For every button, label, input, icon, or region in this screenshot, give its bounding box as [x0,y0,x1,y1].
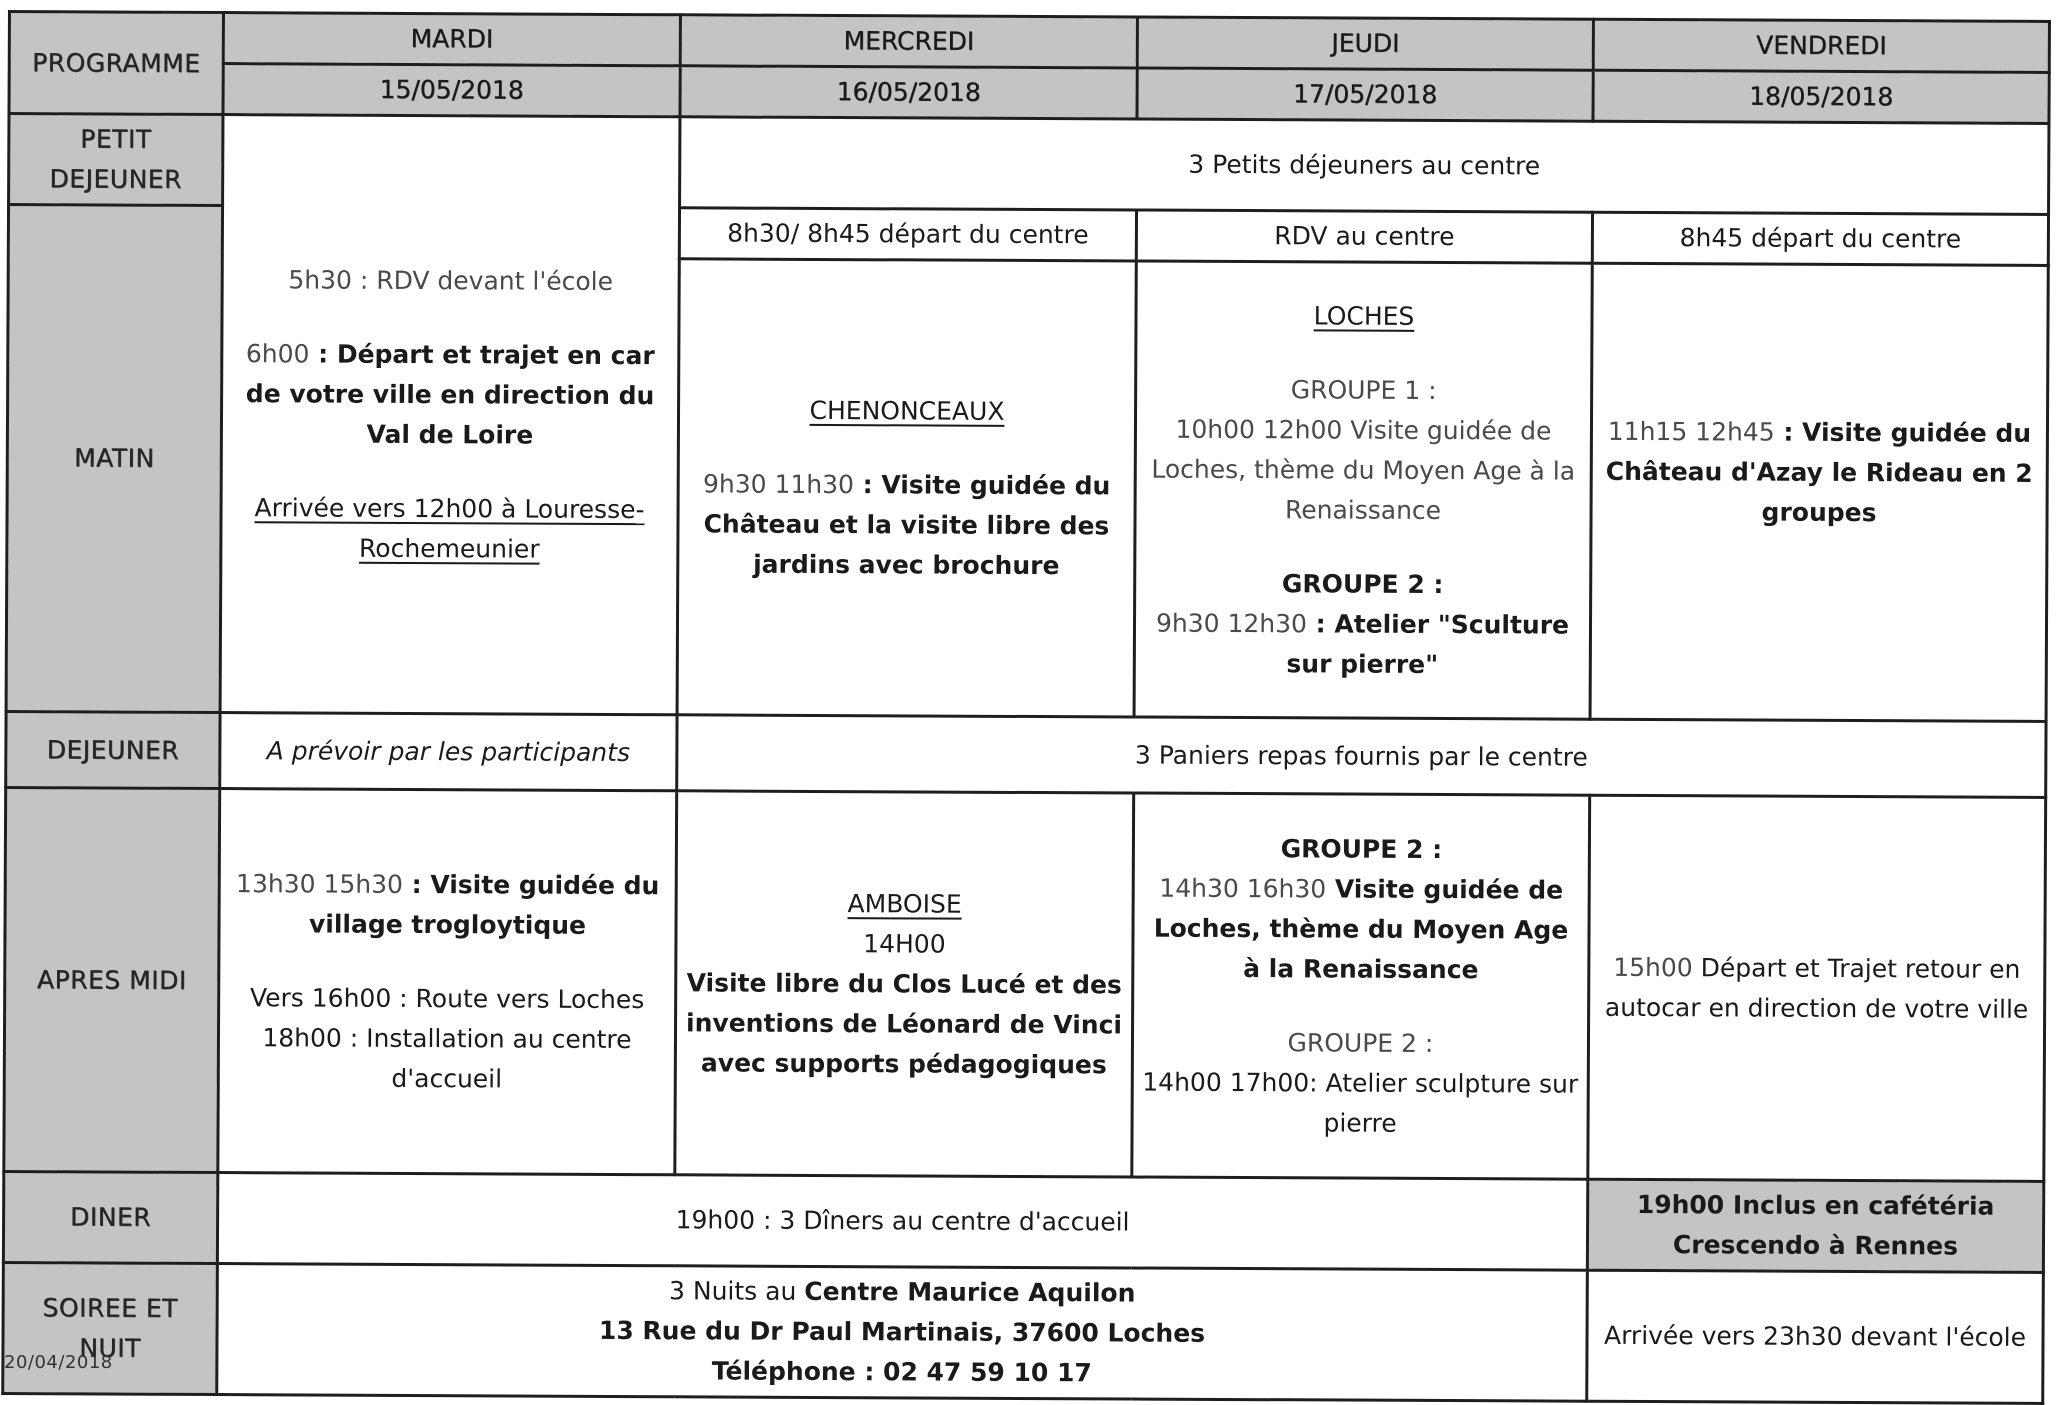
phone-number: 02 47 59 10 17 [883,1357,1092,1388]
soiree-merged-cell [217,1264,1588,1402]
mercredi-matin-cell [677,259,1136,717]
jeudi-am-groupe2-text: Visite guidée de Loches, thème du Moyen Age à la Renaissance [1153,873,1569,984]
matin-label: MATIN [73,443,155,473]
apres-midi-label: APRES MIDI [36,964,187,995]
jeudi-groupe1-text: 10h00 12h00 Visite guidée de Loches, thème du Moyen Age à la Renaissance [1151,414,1576,525]
day-name-vendredi: VENDREDI [1593,19,2049,72]
soiree-nuits [227,1269,1578,1316]
mardi-rdv: 5h30 : RDV devant l'école [288,264,614,296]
jeudi-subheader: RDV au centre [1136,210,1592,263]
mardi-depart [246,339,655,449]
petit-dejeuner-label-line1: PETIT [80,124,152,154]
programme-label: PROGRAMME [31,47,201,78]
mardi-route: Vers 16h00 : Route vers Loches [249,982,645,1014]
jeudi-am-groupe2-label: GROUPE 2 : [1280,833,1443,864]
vendredi-matin-cell [1590,263,2048,721]
row-label-matin [6,205,222,713]
jeudi-am-groupe2b-text: 14h00 17h00: Atelier sculpture sur pierre [1142,1067,1579,1138]
day-date-mardi: 15/05/2018 [223,64,680,117]
day-name-mardi: MARDI [223,13,680,66]
mercredi-matin-text: : Visite guidée du Château et la visite libre des jardins avec brochure [703,469,1111,580]
jeudi-am-groupe2-visit [1154,873,1569,984]
vendredi-subheader: 8h45 départ du centre [1592,212,2048,265]
diner-merged-cell: 19h00 : 3 Dîners au centre d'accueil [217,1173,1587,1271]
vendredi-apres-midi-trip [1605,952,2029,1023]
amboise-time: 14H00 [863,928,946,959]
petit-dejeuner-label-line2: DEJEUNER [49,164,182,194]
programme-header-cell [9,12,223,115]
mardi-matin-cell [220,115,680,715]
row-label-petit-dejeuner [9,114,223,206]
row-label-apres-midi [4,787,220,1172]
dejeuner-merged-cell: 3 Paniers repas fournis par le centre [677,715,2046,798]
programme-table [1,10,2051,1405]
mardi-dejeuner-cell: A prévoir par les participants [220,713,677,791]
vendredi-matin-visit [1606,416,2033,526]
mardi-depart-text: : Départ et trajet en car de votre ville en direction du Val de Loire [245,338,655,450]
vendredi-apres-midi-time: 15h00 [1613,952,1693,982]
mardi-depart-time: 6h00 [245,338,310,368]
jeudi-apres-midi-cell [1132,793,1590,1179]
jeudi-am-groupe2-time: 14h30 16h30 [1159,873,1327,903]
jeudi-groupe2-text: : Atelier "Sculture sur pierre" [1286,608,1570,679]
soiree-label-line1: SOIREE ET [42,1293,178,1323]
jeudi-am-groupe2b-label: GROUPE 2 : [1287,1027,1434,1058]
centre-address: 13 Rue du Dr Paul Martinais, 37600 Loches [598,1315,1206,1348]
mercredi-apres-midi-cell [675,791,1134,1177]
mercredi-subheader: 8h30/ 8h45 départ du centre [679,208,1136,261]
loches-title: LOCHES [1313,300,1415,331]
mardi-apres-midi-text: : Visite guidée du village trogloytique [308,869,660,940]
dejeuner-label: DEJEUNER [46,734,180,765]
day-date-mercredi: 16/05/2018 [680,66,1137,119]
vendredi-soiree-cell: Arrivée vers 23h30 devant l'école [1587,1270,2044,1403]
vendredi-matin-text: : Visite guidée du Château d'Azay le Rideau en 2 groupes [1605,417,2033,527]
day-name-mercredi: MERCREDI [680,15,1137,68]
row-label-soiree [3,1262,218,1394]
amboise-title: AMBOISE [847,888,962,919]
vendredi-apres-midi-cell [1588,795,2046,1181]
vendredi-apres-midi-text: Départ et Trajet retour en autocar en direction de votre ville [1604,952,2029,1024]
mardi-apres-midi-time: 13h30 15h30 [236,868,404,899]
day-date-jeudi: 17/05/2018 [1137,68,1593,121]
jeudi-groupe2-time: 9h30 12h30 [1155,608,1308,638]
vendredi-matin-time: 11h15 12h45 [1607,416,1775,447]
mercredi-matin-visit [703,469,1111,580]
programme-sheet [1,10,2048,1388]
jeudi-matin-cell [1134,261,1592,719]
vendredi-diner-cell: 19h00 Inclus en cafétéria Crescendo à Rennes [1587,1179,2043,1272]
day-date-vendredi: 18/05/2018 [1593,70,2049,123]
day-name-jeudi: JEUDI [1137,17,1593,70]
soiree-label-line2: NUIT [79,1333,141,1363]
chenonceaux-title: CHENONCEAUX [809,395,1005,426]
mardi-arrivee: Arrivée vers 12h00 à Louresse-Rochemeunier [254,492,645,564]
jeudi-groupe2-atelier [1156,608,1569,678]
jeudi-groupe2-label: GROUPE 2 : [1281,568,1444,599]
diner-label: DINER [70,1202,152,1232]
mardi-install: 18h00 : Installation au centre d'accueil [262,1022,632,1093]
mercredi-matin-time: 9h30 11h30 [702,468,855,499]
jeudi-groupe1-label: GROUPE 1 : [1290,374,1437,405]
soiree-nuits-prefix: 3 Nuits au [668,1276,805,1306]
mardi-apres-midi-visit [236,869,659,940]
row-label-dejeuner [6,711,220,788]
phone-label: Téléphone : [711,1356,884,1387]
date-stamp: 20/04/2018 [4,1352,113,1373]
row-label-diner [3,1171,217,1263]
centre-phone [226,1349,1577,1396]
centre-name: Centre Maurice Aquilon [804,1276,1136,1308]
amboise-text: Visite libre du Clos Lucé et des inventions de Léonard de Vinci avec supports pédagogiques [686,967,1123,1079]
mardi-apres-midi-cell [218,789,677,1175]
petit-dejeuner-merged-cell: 3 Petits déjeuners au centre [680,117,2049,215]
